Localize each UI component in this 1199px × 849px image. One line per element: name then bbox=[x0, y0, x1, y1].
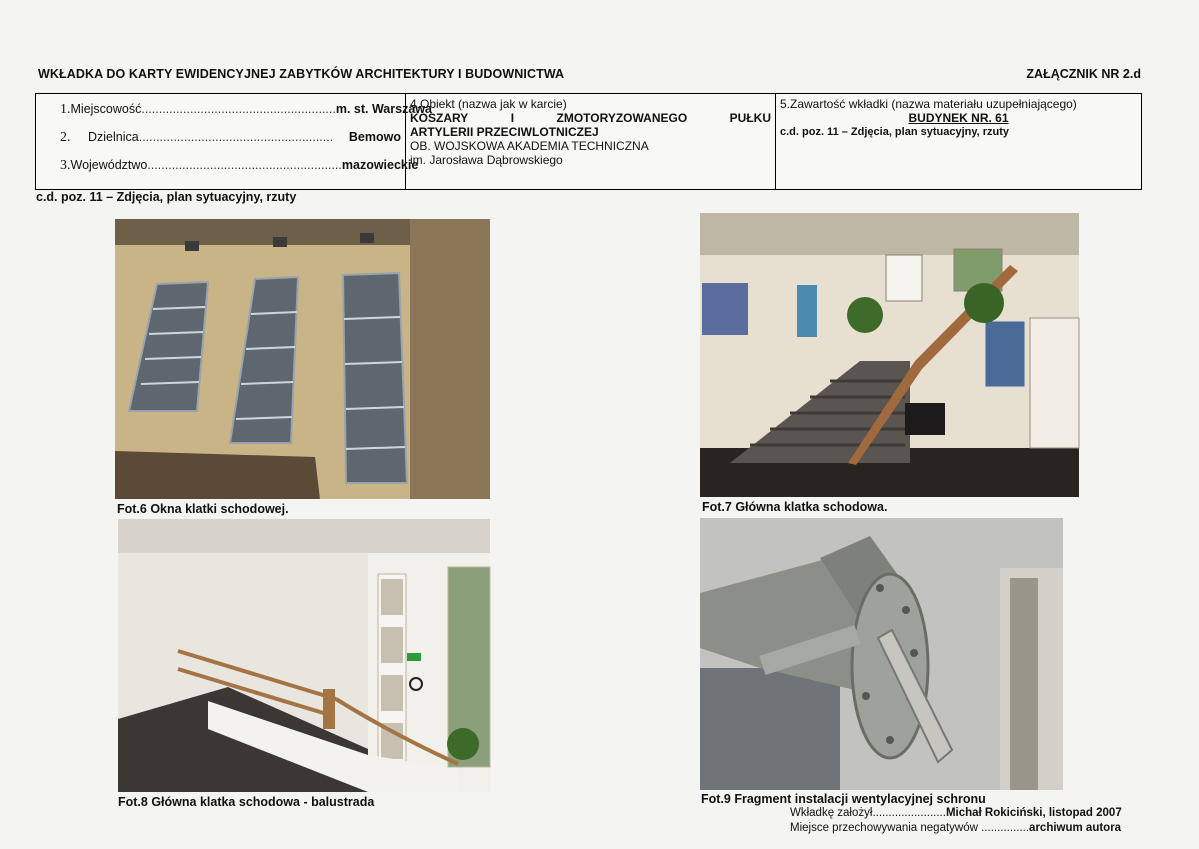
location-row-district: 2. Dzielnica ........................................................ Bemowo bbox=[60, 130, 401, 145]
building-number: BUDYNEK NR. 61 bbox=[908, 111, 1009, 125]
contents-cell bbox=[776, 94, 1141, 189]
object-owner-line2: im. Jarosława Dąbrowskiego bbox=[410, 153, 563, 167]
city-value: m. st. Warszawa bbox=[335, 102, 432, 116]
caption-fot6: Fot.6 Okna klatki schodowej. bbox=[117, 502, 289, 516]
caption-fot7: Fot.7 Główna klatka schodowa. bbox=[702, 500, 888, 514]
location-row-city: 1. Miejscowość ........................................................ m. st. Warszawa bbox=[60, 102, 432, 117]
author-value: Michał Rokiciński, listopad 2007 bbox=[945, 807, 1122, 819]
storage-value: archiwum autora bbox=[1029, 822, 1122, 834]
continuation-note: c.d. poz. 11 – Zdjęcia, plan sytuacyjny, rzuty bbox=[36, 190, 297, 204]
contents-note: c.d. poz. 11 – Zdjęcia, plan sytuacyjny, rzuty bbox=[780, 126, 1010, 138]
location-cell bbox=[36, 94, 432, 189]
info-table bbox=[35, 93, 1142, 190]
author-line: Wkładkę założył.......................Michał Rokiciński, listopad 2007 bbox=[790, 807, 1122, 819]
photo-balustrade bbox=[118, 519, 490, 792]
object-name-line1: KOSZARY I ZMOTORYZOWANEGO PUŁKU bbox=[410, 111, 771, 125]
district-value: Bemowo bbox=[348, 130, 401, 144]
attachment-number: ZAŁĄCZNIK NR 2.d bbox=[1026, 67, 1141, 81]
photo-staircase-windows bbox=[115, 219, 490, 499]
voivodeship-value: mazowieckie bbox=[341, 158, 419, 172]
caption-fot9: Fot.9 Fragment instalacji wentylacyjnej schronu bbox=[701, 792, 986, 806]
card-title: WKŁADKA DO KARTY EWIDENCYJNEJ ZABYTKÓW ARCHITEKTURY I BUDOWNICTWA bbox=[38, 67, 565, 81]
object-cell bbox=[406, 94, 776, 189]
photo-main-staircase bbox=[700, 213, 1079, 497]
location-row-voivodeship: 3. Województwo ........................................................ mazowieckie bbox=[60, 158, 419, 173]
object-name-line2: ARTYLERII PRZECIWLOTNICZEJ bbox=[410, 125, 599, 139]
storage-line: Miejsce przechowywania negatywów ...............archiwum autora bbox=[790, 822, 1122, 834]
caption-fot8: Fot.8 Główna klatka schodowa - balustrada bbox=[118, 795, 375, 809]
object-heading: 4.Obiekt (nazwa jak w karcie) bbox=[410, 97, 567, 111]
contents-heading: 5.Zawartość wkładki (nazwa materiału uzupełniającego) bbox=[780, 97, 1077, 111]
photo-ventilation bbox=[700, 518, 1063, 790]
object-owner-line1: OB. WOJSKOWA AKADEMIA TECHNICZNA bbox=[410, 139, 649, 153]
